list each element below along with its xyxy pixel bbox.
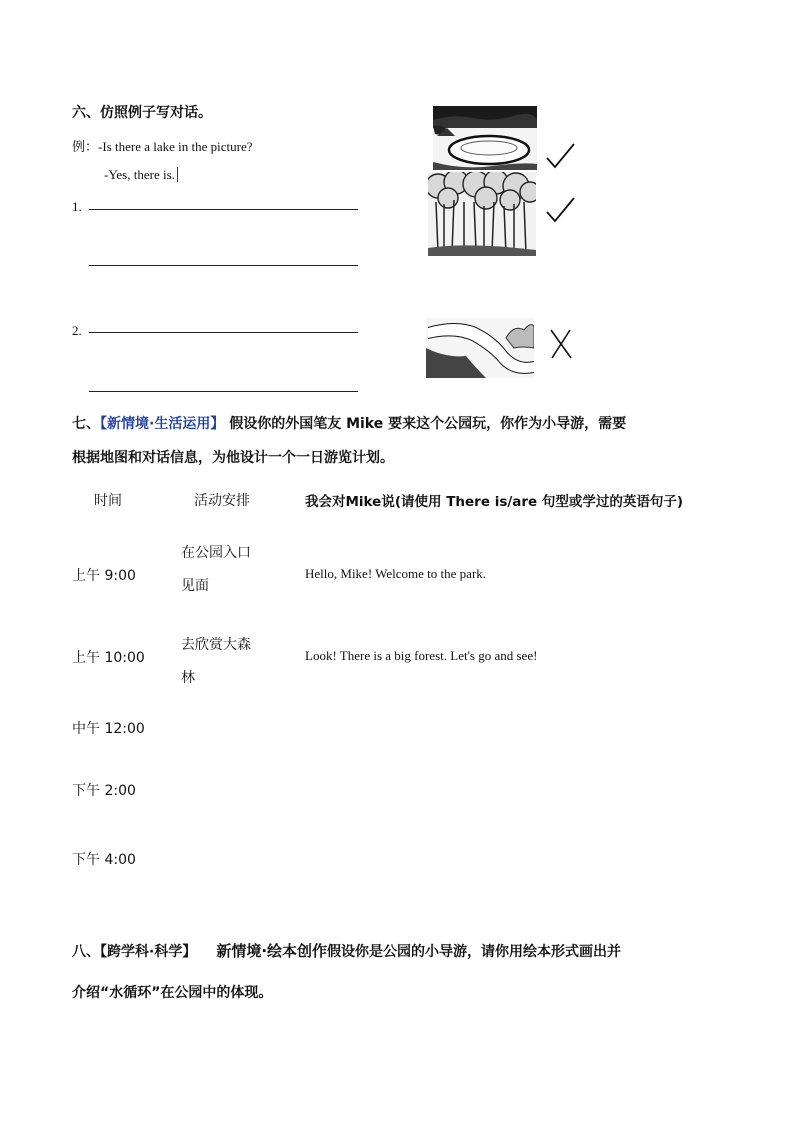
section8-heading-line1 [72, 940, 621, 961]
river-picture [426, 318, 534, 378]
answer-line-1a[interactable] [89, 209, 358, 210]
row1-say: Hello, Mike! Welcome to the park. [305, 566, 487, 581]
check-mark-2 [544, 194, 576, 226]
row4-time: 下午 2:00 [72, 783, 136, 799]
forest-picture [428, 172, 536, 256]
row1-activity-line1: 在公园入口 [181, 545, 251, 561]
row1-activity-line2: 见面 [181, 578, 209, 594]
row2-activity-line2: 林 [181, 670, 195, 686]
item-1-number: 1. [72, 199, 82, 214]
row2-say: Look! There is a big forest. Let's go and see! [305, 648, 538, 663]
row2-activity-line1: 去欣赏大森 [181, 637, 251, 653]
example-answer: -Yes, there is. [104, 167, 175, 182]
section7-heading-line2: 根据地图和对话信息，为他设计一个一日游览计划。 [72, 450, 394, 466]
answer-line-2b[interactable] [89, 391, 358, 392]
example-answer-line [104, 167, 178, 183]
example-label: 例： [72, 140, 99, 155]
row2-time: 上午 10:00 [72, 650, 145, 666]
section8-prefix: 八、 [72, 944, 100, 960]
example-question-line [72, 136, 253, 155]
section7-prefix: 七、 [72, 416, 100, 432]
header-time: 时间 [94, 493, 122, 509]
section7-heading-line1 [72, 413, 732, 433]
cross-mark [548, 328, 574, 360]
section8-tag: 【跨学科·科学】 [100, 944, 197, 960]
answer-line-1b[interactable] [89, 265, 358, 266]
section8-text1b: 假设你是公园的小导游，请你用绘本形式画出并 [327, 944, 622, 960]
answer-line-2a[interactable] [89, 332, 358, 333]
example-question: -Is there a lake in the picture? [98, 139, 253, 154]
item-2-number: 2. [72, 323, 82, 338]
row3-time: 中午 12:00 [72, 721, 145, 737]
lake-picture [433, 106, 537, 170]
section8-heading-line2: 介绍“水循环”在公园中的体现。 [72, 985, 273, 1001]
section7-text1: 假设你的外国笔友 Mike 要来这个公园玩，你作为小导游，需要 [224, 416, 627, 432]
text-caret [177, 167, 178, 182]
check-mark-1 [544, 140, 576, 172]
row5-time: 下午 4:00 [72, 852, 136, 868]
row1-time: 上午 9:00 [72, 568, 136, 584]
section7-tag: 【新情境·生活运用】 [100, 416, 225, 432]
header-say: 我会对Mike说(请使用 There is/are 句型或学过的英语句子) [305, 494, 684, 510]
header-activity: 活动安排 [194, 493, 250, 509]
section8-text1a: 新情境·绘本创作 [216, 942, 328, 960]
section6-heading: 六、仿照例子写对话。 [72, 105, 212, 121]
